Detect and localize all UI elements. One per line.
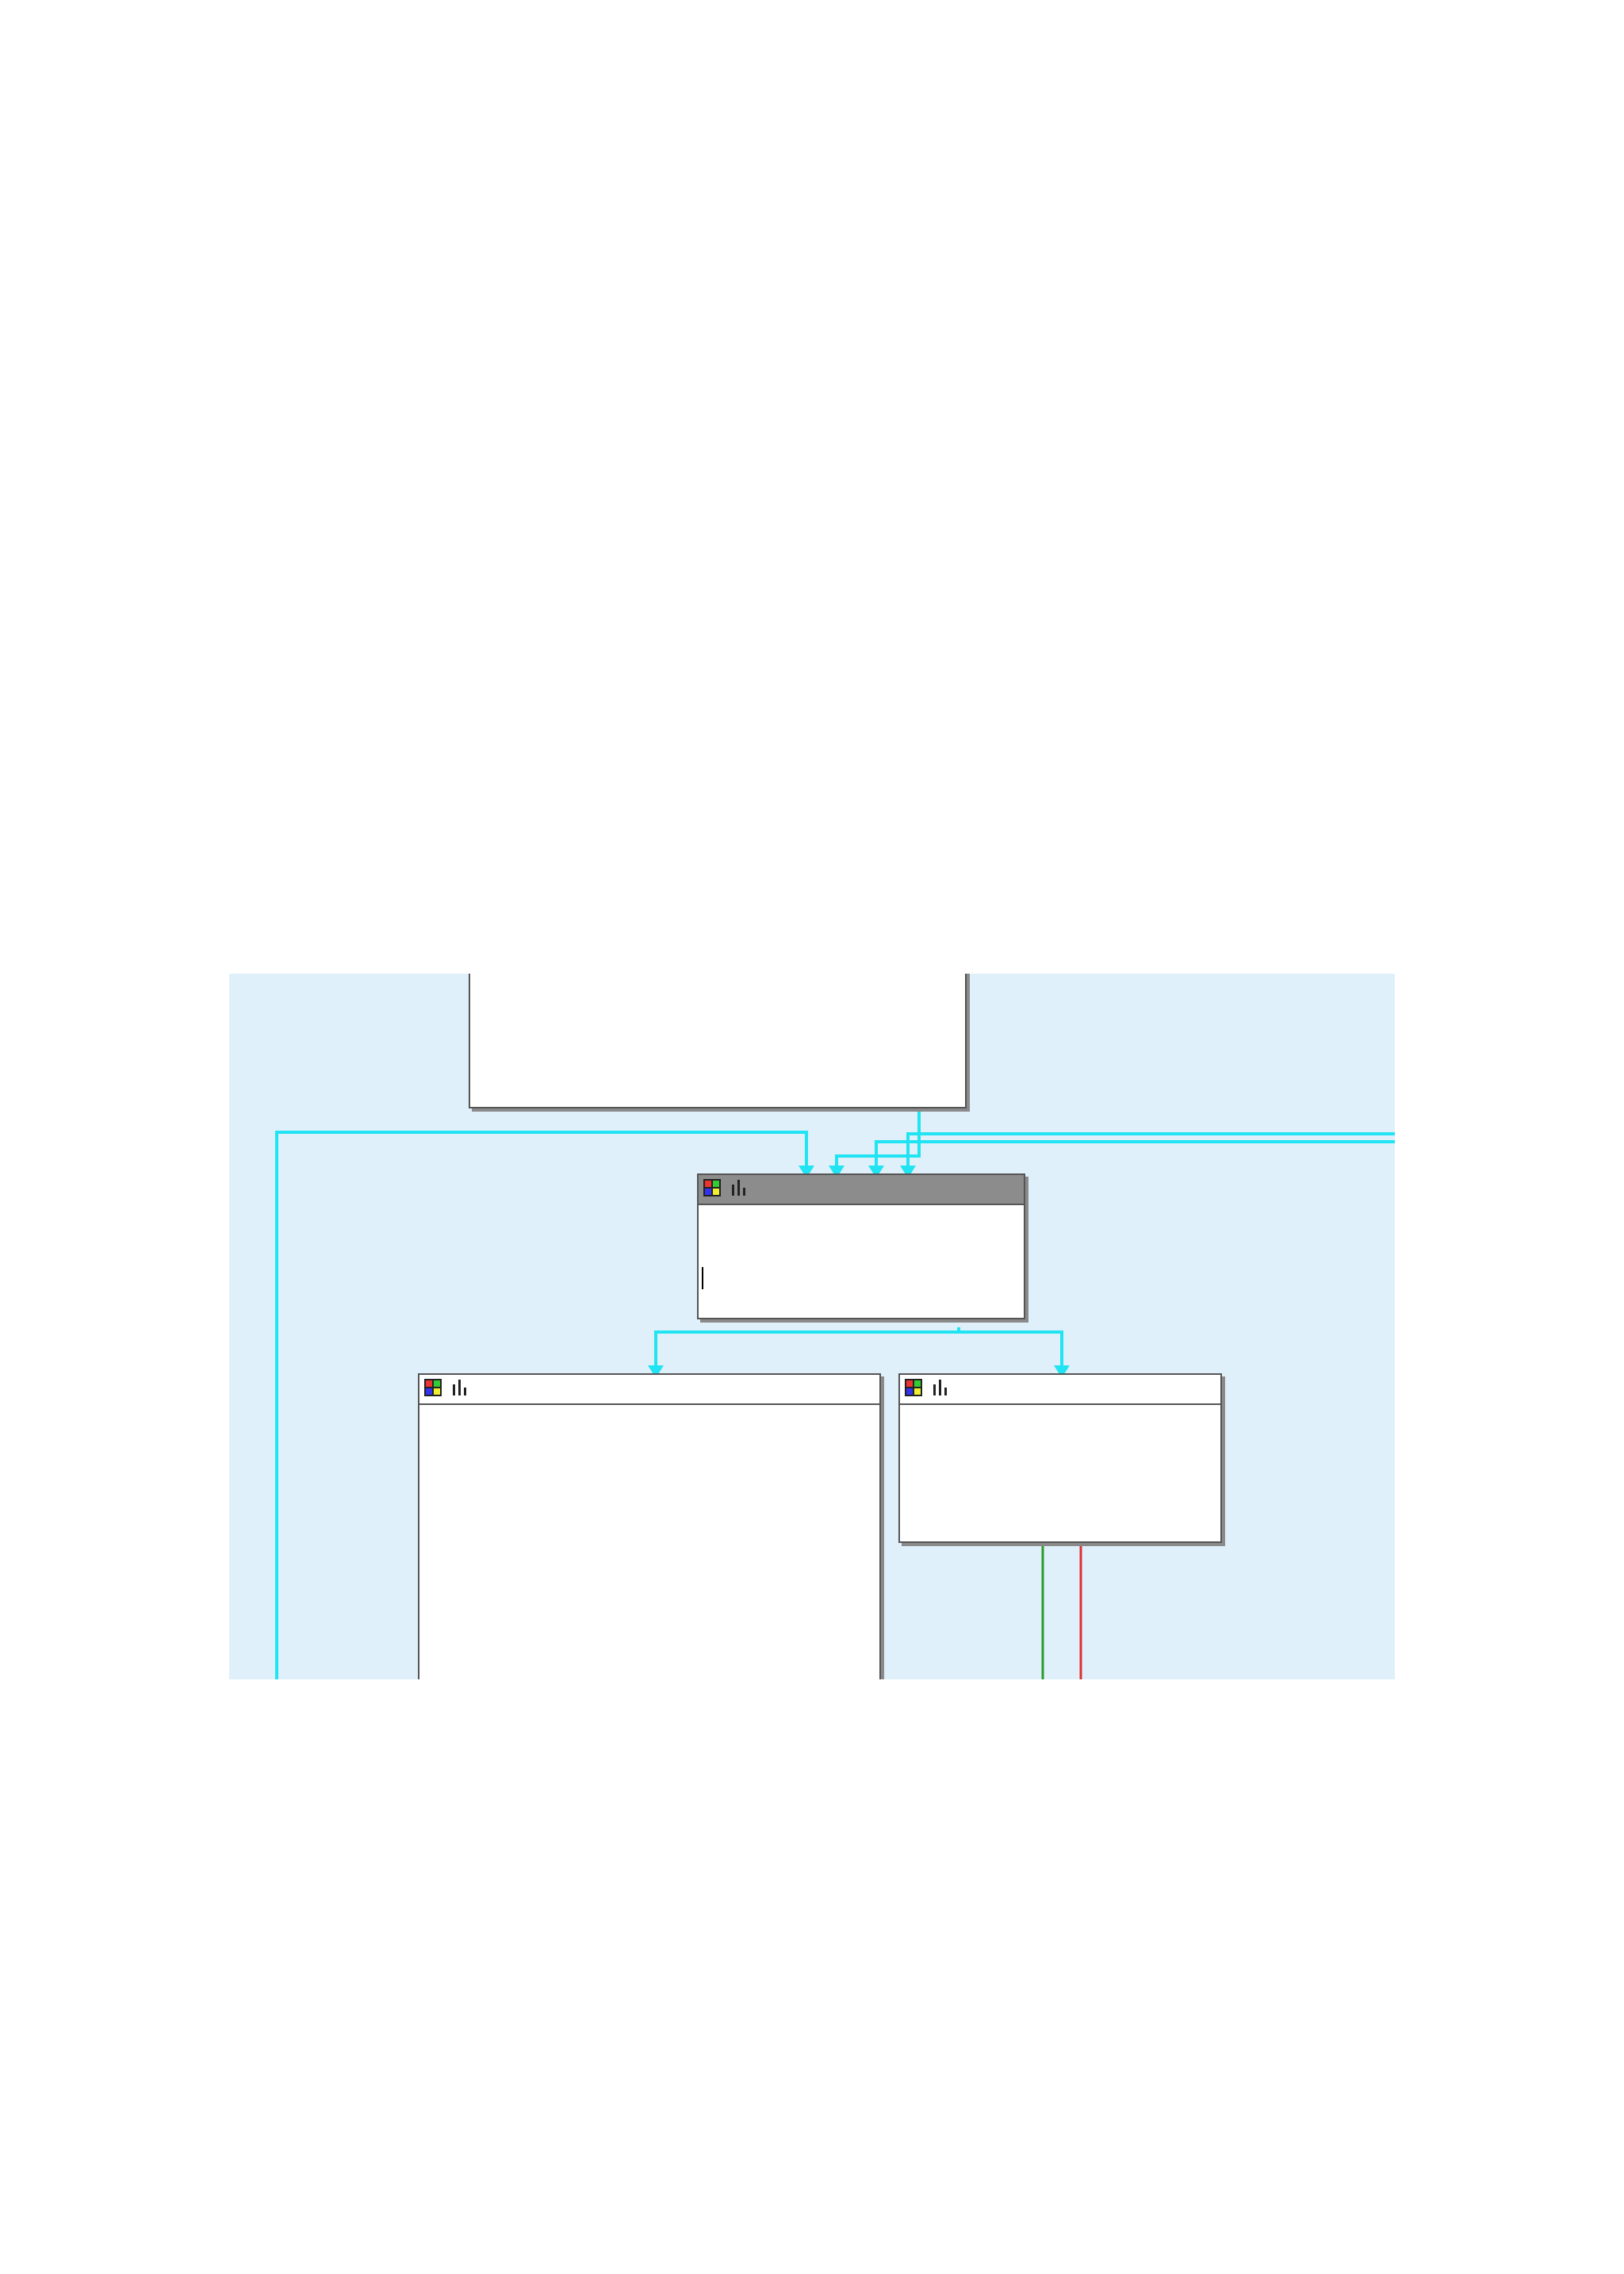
graph-view-icon	[451, 1378, 470, 1397]
code-block-loc-240[interactable]	[898, 1373, 1222, 1543]
graph-view-icon	[932, 1378, 951, 1397]
mnemonic-jnz-highlighted[interactable]	[702, 1265, 814, 1292]
edge-mid-to-left	[656, 1327, 959, 1370]
edge-right-in	[908, 1134, 1395, 1170]
code-block-left[interactable]	[418, 1373, 881, 1679]
block-header	[419, 1375, 879, 1405]
code-block-loc-27a[interactable]	[697, 1173, 1025, 1319]
mnemonic-cmp	[702, 1239, 814, 1265]
ida-graph-figure	[229, 974, 1395, 1679]
graph-view-icon	[730, 1178, 749, 1197]
color-grid-icon	[424, 1379, 442, 1396]
code-block-top[interactable]	[469, 974, 967, 1108]
paragraph-4	[216, 1752, 1407, 1798]
color-grid-icon	[703, 1179, 721, 1196]
edge-right-in-2	[876, 1142, 1395, 1170]
paragraph-2	[216, 473, 1407, 519]
block-header	[900, 1375, 1220, 1405]
color-grid-icon	[905, 1379, 922, 1396]
edge-mid-to-right	[959, 1332, 1062, 1370]
paragraph-3	[216, 725, 1407, 771]
block-header	[699, 1175, 1024, 1205]
watermark-matrix	[1427, 24, 1624, 1134]
